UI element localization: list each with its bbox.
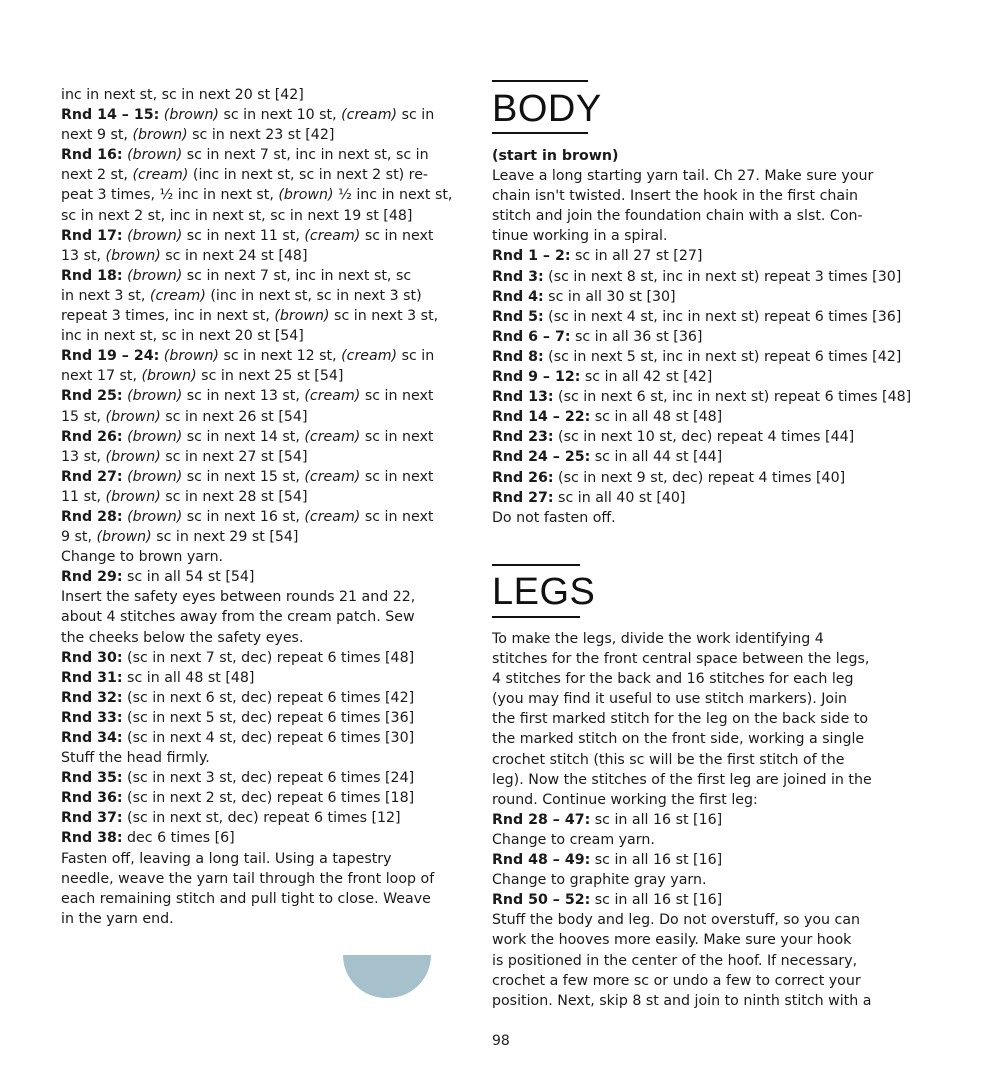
instruction-text: each remaining stitch and pull tight to close. Weave [61,890,431,907]
color-note: (brown) [132,127,188,144]
color-note: (brown) [127,267,183,284]
color-note: (brown) [127,428,183,445]
text-line [61,467,461,487]
text-line [492,790,902,810]
instruction-text: next 17 st, [61,368,142,385]
text-line [61,708,461,728]
color-note: (cream) [304,428,361,445]
instruction-text: (sc in next st, dec) repeat 6 times [12] [122,810,401,827]
instruction-text: (sc in next 9 st, dec) repeat 4 times [40] [553,469,846,486]
body-instructions [492,146,912,528]
instruction-text: sc in next 24 st [48] [160,247,308,264]
instruction-text: next 9 st, [61,127,133,144]
instruction-text: sc in next 7 st, inc in next st, sc in [182,147,429,164]
text-line [61,366,461,386]
text-line [61,507,461,527]
color-note: (cream) [304,388,361,405]
instruction-text: sc in all 30 st [30] [543,288,676,305]
text-line [61,547,461,567]
round-label: Rnd 27: [492,489,554,506]
instruction-text: sc in next 28 st [54] [160,488,308,505]
round-label: Rnd 13: [492,389,554,406]
text-line [61,306,461,326]
instruction-text: sc in all 16 st [16] [590,852,723,869]
text-line [492,830,902,850]
text-line [492,689,902,709]
text-line [492,347,902,367]
round-label: Rnd 14 – 15: [61,107,160,124]
text-line [61,487,461,507]
round-label: Rnd 6 – 7: [492,328,571,345]
color-note: (brown) [141,368,197,385]
instruction-text: (sc in next 5 st, dec) repeat 6 times [36] [122,709,415,726]
round-label: Rnd 18: [61,267,123,284]
color-note: (brown) [105,247,161,264]
text-line [492,267,902,287]
instruction-text: 11 st, [61,488,106,505]
instruction-text: sc in next [360,508,434,525]
instruction-text: in the yarn end. [61,910,174,927]
text-line [61,145,461,165]
text-line [492,991,902,1011]
text-line [492,447,902,467]
color-note: (brown) [163,107,219,124]
instruction-text: sc in next 7 st, inc in next st, sc [182,267,412,284]
text-line [61,788,461,808]
instruction-text: sc in next [360,468,434,485]
instruction-text: sc in all 44 st [44] [590,449,723,466]
text-line [492,427,902,447]
instruction-text: Leave a long starting yarn tail. Ch 27. Make sure your [492,168,874,185]
instruction-text: peat 3 times, ½ inc in next st, [61,187,279,204]
instruction-text: sc in next 29 st [54] [151,529,299,546]
color-note: (brown) [105,448,161,465]
instruction-text: is positioned in the center of the hoof. If necessary, [492,952,858,969]
instruction-text: round. Continue working the first leg: [492,791,758,808]
instruction-text: sc in all 48 st [48] [122,669,255,686]
round-label: Rnd 50 – 52: [492,892,591,909]
text-line [492,307,902,327]
text-line [61,889,461,909]
text-line [492,729,902,749]
instruction-text: (you may find it useful to use stitch markers). Join [492,691,848,708]
text-line [61,648,461,668]
legs-title-top-rule [492,564,580,566]
text-line [492,709,902,729]
text-line [492,186,902,206]
instruction-text: sc in next 13 st, [182,388,305,405]
round-label: Rnd 26: [492,469,554,486]
round-label: Rnd 24 – 25: [492,449,591,466]
instruction-text: sc in next [360,428,434,445]
instruction-text: inc in next st, sc in next 20 st [42] [61,87,304,103]
round-label: Rnd 9 – 12: [492,369,581,386]
text-line [492,910,902,930]
text-line [61,246,461,266]
instruction-text: chain isn't twisted. Insert the hook in the first chain [492,188,859,205]
color-note: (brown) [278,187,334,204]
text-line [492,971,902,991]
text-line [61,668,461,688]
instruction-text: sc in all 42 st [42] [580,369,713,386]
instruction-text: sc in next 23 st [42] [187,127,335,144]
instruction-text: the marked stitch on the front side, working a single [492,731,865,748]
text-line [492,649,902,669]
round-label: Rnd 1 – 2: [492,248,571,265]
round-label: Rnd 19 – 24: [61,348,160,365]
instruction-text: sc in next 25 st [54] [196,368,344,385]
text-line [492,287,902,307]
text-line [61,266,461,286]
round-label: Rnd 26: [61,428,123,445]
color-note: (cream) [341,348,398,365]
text-line [492,246,902,266]
instruction-text: Change to cream yarn. [492,831,655,848]
instruction-text: Do not fasten off. [492,509,616,526]
round-label: Rnd 37: [61,810,123,827]
text-line [61,628,461,648]
text-line [61,909,461,929]
instruction-text: inc in next st, sc in next 20 st [54] [61,328,304,345]
instruction-text: ½ inc in next st, [333,187,453,204]
instruction-text: sc in all 16 st [16] [590,811,723,828]
instruction-text: Stuff the head firmly. [61,750,210,767]
instruction-text: 13 st, [61,247,106,264]
text-line [492,508,902,528]
text-line [61,849,461,869]
decorative-half-circle [343,955,431,998]
legs-title-bottom-rule [492,616,580,618]
instruction-text: the cheeks below the safety eyes. [61,629,304,646]
instruction-text: sc in [397,107,435,124]
instruction-text: Insert the safety eyes between rounds 21 and 22, [61,589,416,606]
instruction-text: sc in next 27 st [54] [160,448,308,465]
text-line [492,951,902,971]
instruction-text: sc in next 3 st, [329,308,439,325]
color-note: (brown) [163,348,219,365]
text-line [61,85,461,105]
round-label: Rnd 17: [61,227,123,244]
instruction-text: 15 st, [61,408,106,425]
text-line [61,346,461,366]
instruction-text: sc in next 15 st, [182,468,305,485]
round-label: Rnd 16: [61,147,123,164]
round-label: Rnd 38: [61,830,123,847]
round-label: Rnd 4: [492,288,544,305]
left-column-text [61,85,461,929]
text-line [492,669,902,689]
instruction-text: (sc in next 6 st, dec) repeat 6 times [42] [122,689,415,706]
color-note: (brown) [127,468,183,485]
page-number: 98 [492,1033,510,1049]
instruction-text: work the hooves more easily. Make sure your hook [492,932,852,949]
instruction-text: Stuff the body and leg. Do not overstuff, so you can [492,912,861,929]
instruction-text: (sc in next 3 st, dec) repeat 6 times [24] [122,770,415,787]
instruction-text: sc in next 12 st, [218,348,342,365]
round-label: Rnd 35: [61,770,123,787]
text-line [61,286,461,306]
text-line [492,407,902,427]
instruction-text: sc in all 54 st [54] [122,569,255,586]
color-note: (brown) [127,227,183,244]
legs-section-title: LEGS [492,571,596,613]
color-note: (brown) [127,388,183,405]
round-label: Rnd 3: [492,268,544,285]
instruction-text: sc in all 36 st [36] [570,328,703,345]
text-line [492,850,902,870]
instruction-text: (sc in next 10 st, dec) repeat 4 times [44] [553,429,855,446]
round-label: Rnd 33: [61,709,123,726]
color-note: (cream) [149,287,206,304]
instruction-text: (sc in next 8 st, inc in next st) repeat 3 times [30] [543,268,902,285]
instruction-text: (inc in next st, sc in next 3 st) [205,287,422,304]
color-note: (brown) [96,529,152,546]
instruction-text: sc in all 27 st [27] [570,248,703,265]
text-line [492,468,902,488]
round-label: Rnd 36: [61,790,123,807]
instruction-text: sc in all 40 st [40] [553,489,686,506]
text-line [492,206,902,226]
round-label: Rnd 5: [492,308,544,325]
text-line [61,226,461,246]
instruction-text: (sc in next 5 st, inc in next st) repeat 6 times [42] [543,348,902,365]
text-line [492,166,902,186]
text-line [492,770,902,790]
color-note: (cream) [304,508,361,525]
round-label: Rnd 14 – 22: [492,409,591,426]
instruction-text: the first marked stitch for the leg on the back side to [492,711,869,728]
round-label: Rnd 27: [61,468,123,485]
text-line [61,407,461,427]
instruction-text: Change to brown yarn. [61,549,224,566]
text-line [492,226,902,246]
text-line [492,488,902,508]
instruction-text: (sc in next 7 st, dec) repeat 6 times [48] [122,649,415,666]
round-label: Rnd 25: [61,388,123,405]
instruction-text: about 4 stitches away from the cream patch. Sew [61,609,415,626]
color-note: (cream) [132,167,189,184]
instruction-text: repeat 3 times, inc in next st, [61,308,275,325]
instruction-text: stitch and join the foundation chain with a slst. Con- [492,208,863,225]
text-line [61,828,461,848]
text-line [61,748,461,768]
text-line [61,447,461,467]
instruction-text: sc in all 16 st [16] [590,892,723,909]
text-line [61,869,461,889]
color-note: (brown) [127,147,183,164]
round-label: Rnd 29: [61,569,123,586]
text-line [492,890,902,910]
instruction-text: crochet stitch (this sc will be the first stitch of the [492,751,845,768]
instruction-text: (sc in next 4 st, dec) repeat 6 times [30] [122,730,415,746]
instruction-text: tinue working in a spiral. [492,228,668,245]
round-label: Rnd 34: [61,730,123,746]
text-line [492,810,902,830]
instruction-text: in next 3 st, [61,287,150,304]
body-title-top-rule [492,80,588,82]
text-line [61,527,461,547]
text-line [61,688,461,708]
text-line [61,768,461,788]
text-line [61,386,461,406]
text-line [492,367,902,387]
instruction-text: (sc in next 6 st, inc in next st) repeat 6 times [48] [553,389,912,406]
text-line [61,607,461,627]
instruction-text: (sc in next 2 st, dec) repeat 6 times [18] [122,790,415,807]
round-label: Rnd 32: [61,689,123,706]
instruction-text: position. Next, skip 8 st and join to ninth stitch with a [492,992,872,1009]
instruction-text: Fasten off, leaving a long tail. Using a tapestry [61,850,392,867]
color-note: (brown) [274,308,330,325]
instruction-text: stitches for the front central space between the legs, [492,651,870,668]
text-line [492,870,902,890]
round-label: Rnd 8: [492,348,544,365]
text-line [492,750,902,770]
text-line [492,387,912,407]
color-note: (cream) [341,107,398,124]
instruction-text: sc in next [360,227,434,244]
instruction-text: sc in next 14 st, [182,428,305,445]
round-label: Rnd 28 – 47: [492,811,591,828]
instruction-text: sc in next [360,388,434,405]
color-note: (brown) [105,408,161,425]
instruction-text: next 2 st, [61,167,133,184]
text-line [61,105,461,125]
instruction-text: sc in next 16 st, [182,508,305,525]
instruction-text: sc in next 2 st, inc in next st, sc in next 19 st [48] [61,207,413,224]
text-line [61,567,461,587]
text-line [61,206,461,226]
color-note: (cream) [304,227,361,244]
round-label: Rnd 28: [61,508,123,525]
round-label: (start in brown) [492,148,619,164]
round-label: Rnd 30: [61,649,123,666]
instruction-text: (inc in next st, sc in next 2 st) re- [188,167,429,184]
instruction-text: (sc in next 4 st, inc in next st) repeat 6 times [36] [543,308,902,325]
text-line [492,327,902,347]
color-note: (brown) [105,488,161,505]
instruction-text: dec 6 times [6] [122,830,235,847]
instruction-text: sc in next 26 st [54] [160,408,308,425]
text-line [61,185,461,205]
instruction-text: Change to graphite gray yarn. [492,872,707,889]
color-note: (brown) [127,508,183,525]
instruction-text: sc in next 10 st, [218,107,342,124]
instruction-text: sc in all 48 st [48] [590,409,723,426]
text-line [492,146,902,166]
text-line [61,125,461,145]
body-title-bottom-rule [492,132,588,134]
text-line [492,930,902,950]
instruction-text: sc in [397,348,435,365]
instruction-text: 4 stitches for the back and 16 stitches for each leg [492,671,854,688]
instruction-text: crochet a few more sc or undo a few to correct your [492,972,861,989]
instruction-text: leg). Now the stitches of the first leg are joined in the [492,771,872,788]
text-line [61,427,461,447]
text-line [61,326,461,346]
text-line [492,629,902,649]
text-line [61,728,461,748]
color-note: (cream) [304,468,361,485]
text-line [61,165,461,185]
round-label: Rnd 23: [492,429,554,446]
text-line [61,587,461,607]
round-label: Rnd 31: [61,669,123,686]
instruction-text: needle, weave the yarn tail through the front loop of [61,870,435,887]
legs-instructions [492,629,902,1011]
instruction-text: 9 st, [61,529,97,546]
instruction-text: sc in next 11 st, [182,227,305,244]
instruction-text: To make the legs, divide the work identifying 4 [492,631,824,647]
round-label: Rnd 48 – 49: [492,852,591,869]
text-line [61,808,461,828]
instruction-text: 13 st, [61,448,106,465]
body-section-title: BODY [492,88,602,130]
